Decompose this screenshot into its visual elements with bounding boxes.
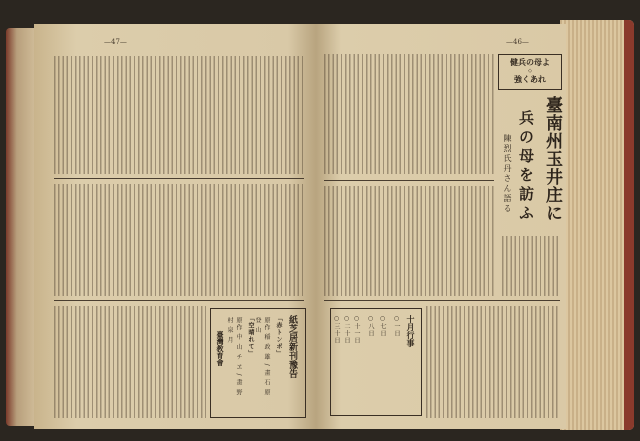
body-text-block <box>324 186 494 296</box>
body-text-block <box>54 56 304 174</box>
page-number: —46— <box>506 38 529 46</box>
ad-item: 「空晴れて」 <box>247 315 254 357</box>
body-text-block <box>54 306 206 418</box>
ad-credit: 原作 稲 政 雄 / 畫 石 原 登 山 <box>254 317 270 397</box>
ad-title: 紙芝居新刊豫告 <box>287 315 297 378</box>
calendar-entry: ○一日 <box>393 315 400 337</box>
series-box <box>498 54 562 90</box>
article-title-line1: 臺南州玉井庄に <box>542 96 562 222</box>
body-text-block <box>324 54 494 174</box>
calendar-title: 十月行事 <box>406 315 416 347</box>
calendar-box <box>330 308 422 416</box>
right-page <box>316 24 566 429</box>
divider <box>324 180 494 181</box>
diamond-icon: ◇ <box>528 68 532 74</box>
advertisement-box <box>210 308 306 418</box>
article-title-line2: 兵の母を訪ふ <box>517 110 535 224</box>
divider <box>54 300 304 301</box>
article-byline: 陳烈氏丹さん語る <box>503 134 512 214</box>
calendar-entry: ○十一日 <box>353 315 360 344</box>
calendar-entry: ○二十日 <box>343 315 350 344</box>
calendar-entry: ○七日 <box>379 315 386 337</box>
divider <box>54 178 304 179</box>
ad-publisher: 臺灣教育會 <box>216 331 225 366</box>
body-text-block <box>502 236 560 296</box>
divider <box>324 300 560 301</box>
body-text-block <box>426 306 560 418</box>
series-title: 健兵の母よ <box>510 57 550 67</box>
book-edge-right <box>560 20 634 430</box>
left-page <box>34 24 316 429</box>
ad-item: 「赤トンボ」 <box>275 315 282 357</box>
calendar-entry: ○三十日 <box>333 315 340 344</box>
body-text-block <box>54 184 304 296</box>
page-number: —47— <box>104 38 127 46</box>
ad-credit: 原作 中 山 チ ヱ / 畫 野 村 泉 月 <box>226 317 242 397</box>
series-subtitle: 強くあれ <box>514 74 546 84</box>
calendar-entry: ○八日 <box>367 315 374 337</box>
